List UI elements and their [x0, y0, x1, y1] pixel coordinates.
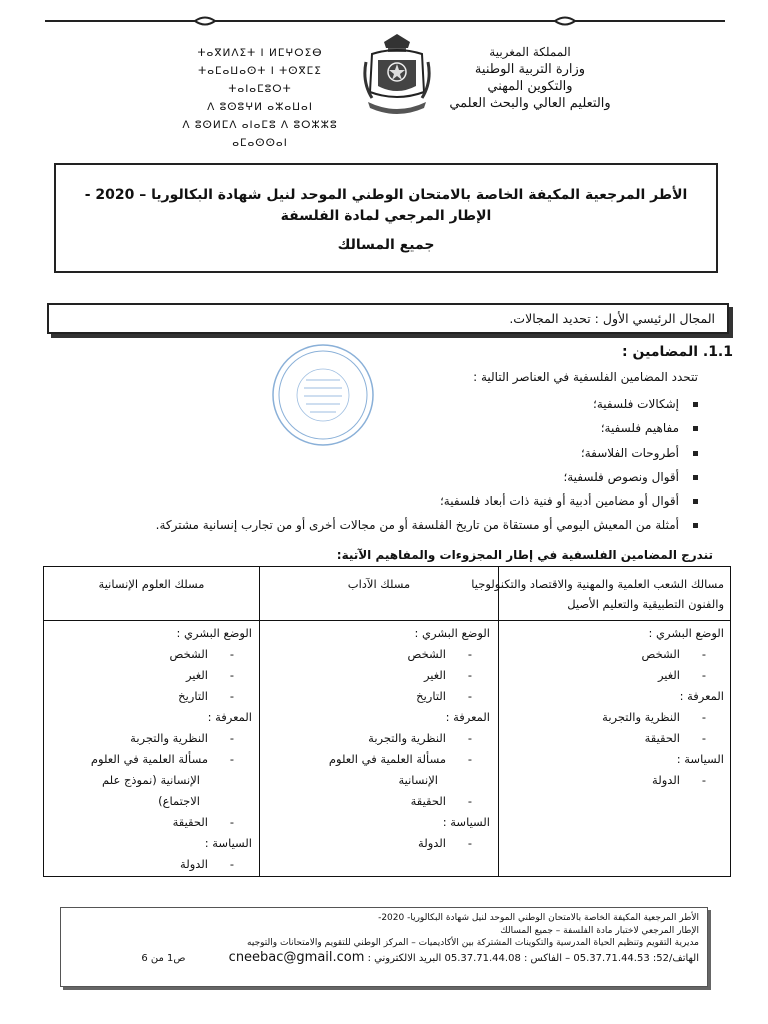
concept-item-continuation: الاجتماع)	[158, 794, 200, 808]
concept-item: -الدولة	[180, 857, 235, 871]
concept-item: -الغير	[185, 668, 235, 682]
section-heading: 1.1. المضامين :	[622, 344, 733, 360]
footer-title: الأطر المرجعية المكيفة الخاصة بالامتحان الوطني الموحد لنيل شهادة البكالوريا- 2020-	[378, 913, 699, 923]
module-heading: المعرفة :	[445, 710, 490, 724]
bullet-square-icon	[693, 426, 698, 431]
ministry-line: والتكوين المهني	[487, 79, 573, 94]
bullet-square-icon	[693, 475, 698, 480]
table-header-scientific: مسالك الشعب العلمية والمهنية والاقتصاد والتكنولوجيا والفنون التطبيقية والتعليم الأصيل	[471, 577, 724, 611]
module-heading: السياسة :	[442, 815, 490, 829]
list-item: أقوال أو مضامين أدبية أو فنية ذات أبعاد فلسفية؛	[156, 489, 698, 513]
footer-directorate: مديرية التقويم وتنظيم الحياة المدرسية والتكوينات المشتركة بين الأكاديميات – المركز الوطني للتقويم والامتحانات والتوجيه	[247, 938, 699, 948]
module-heading: السياسة :	[204, 836, 252, 850]
scientific-track-column	[504, 623, 724, 791]
concept-item: -النظرية والتجربة	[368, 731, 473, 745]
concept-item: -الشخص	[641, 647, 707, 661]
footer-fax: – الفاكس : 05.37.71.44.08	[444, 952, 571, 964]
top-decorative-rule	[45, 14, 725, 28]
document-title-box	[54, 163, 718, 273]
table-header-literature: مسلك الآداب	[347, 577, 411, 591]
concept-item: -الحقيقة	[172, 815, 235, 829]
kingdom-name: المملكة المغربية	[489, 45, 571, 59]
bullet-square-icon	[693, 499, 698, 504]
bullet-square-icon	[693, 523, 698, 528]
concept-item-continuation: الإنسانية (نموذج علم	[101, 773, 200, 787]
table-header-humanities: مسلك العلوم الإنسانية	[98, 577, 205, 591]
concept-item: -الحقيقة	[410, 794, 473, 808]
main-domain-label: المجال الرئيسي الأول : تحديد المجالات.	[509, 311, 715, 326]
concept-item: -الحقيقة	[644, 731, 707, 745]
footer-contact-line	[69, 949, 699, 966]
concept-item: -الشخص	[169, 647, 235, 661]
tifinagh-line: ⵜⴰⵎⴰⵡⴰⵙⵜ ⵏ ⵜⵙⴳⵎⵉ ⵜⴰⵏⴰⵎⵓⵔⵜ	[198, 65, 322, 95]
concept-item: -التاريخ	[178, 689, 235, 703]
concept-item: -الدولة	[652, 773, 707, 787]
ministry-line: والتعليم العالي والبحث العلمي	[449, 96, 611, 111]
tifinagh-line: ⵜⴰⴳⵍⴷⵉⵜ ⵏ ⵍⵎⵖⵔⵉⴱ	[197, 47, 323, 59]
list-item: أمثلة من المعيش اليومي أو مستقاة من تاريخ الفلسفة أو من مجالات أخرى أو من تجارب إنسانية مشتركة.	[156, 513, 698, 537]
concept-item-continuation: الإنسانية	[398, 773, 438, 787]
module-heading: المعرفة :	[679, 689, 724, 703]
page-number: ص1 من 6	[141, 952, 186, 964]
module-heading: المعرفة :	[207, 710, 252, 724]
tracks-table	[43, 566, 731, 877]
list-item: إشكالات فلسفية؛	[156, 392, 698, 416]
concept-item: -النظرية والتجربة	[602, 710, 707, 724]
table-divider	[259, 567, 260, 876]
document-subtitle: الإطار المرجعي لمادة الفلسفة	[280, 208, 492, 224]
concept-item: -مسألة العلمية في العلوم	[90, 752, 235, 766]
literature-track-column	[290, 623, 490, 854]
coat-of-arms-emblem	[362, 32, 432, 118]
ministry-line: وزارة التربية الوطنية	[474, 62, 586, 77]
bullet-square-icon	[693, 402, 698, 407]
module-heading: الوضع البشري :	[176, 626, 252, 640]
table-intro: تندرج المضامين الفلسفية في إطار المجزوءات والمفاهيم الآتية:	[336, 548, 713, 562]
tifinagh-line: ⴷ ⵓⵙⵍⵎⴷ ⴰⵏⴰⵎⵓ ⴷ ⵓⵔⵣⵣⵓ ⴰⵎⴰⵙⵙⴰⵏ	[182, 119, 338, 149]
contents-bullet-list	[156, 392, 698, 538]
list-item: مفاهيم فلسفية؛	[156, 416, 698, 440]
section-intro: تتحدد المضامين الفلسفية في العناصر التالية :	[473, 370, 698, 384]
ministry-header	[430, 44, 630, 112]
concept-item: -الشخص	[407, 647, 473, 661]
footer-email-label: البريد الالكتروني :	[367, 952, 442, 964]
list-item: أقوال ونصوص فلسفية؛	[156, 465, 698, 489]
document-tracks: جميع المسالك	[337, 237, 435, 253]
tifinagh-line: ⴷ ⵓⵙⵓⵖⵍ ⴰⵣⴰⵡⴰⵏ	[207, 101, 313, 113]
document-title: الأطر المرجعية المكيفة الخاصة بالامتحان الوطني الموحد لنيل شهادة البكالوريا – 2020 -	[84, 187, 688, 203]
main-domain-box	[47, 303, 729, 334]
bullet-square-icon	[693, 451, 698, 456]
humanities-track-column	[52, 623, 252, 875]
page-footer	[60, 907, 708, 987]
module-heading: الوضع البشري :	[414, 626, 490, 640]
concept-item: -النظرية والتجربة	[130, 731, 235, 745]
module-heading: الوضع البشري :	[648, 626, 724, 640]
concept-item: -التاريخ	[416, 689, 473, 703]
module-heading: السياسة :	[676, 752, 724, 766]
concept-item: -مسألة العلمية في العلوم	[328, 752, 473, 766]
concept-item: -الغير	[423, 668, 473, 682]
tifinagh-header	[170, 44, 350, 152]
list-item: أطروحات الفلاسفة؛	[156, 441, 698, 465]
concept-item: -الدولة	[418, 836, 473, 850]
table-divider	[44, 620, 730, 621]
footer-email-link[interactable]: cneebac@gmail.com	[228, 949, 365, 965]
footer-subtitle: الإطار المرجعي لاختبار مادة الفلسفة – جميع المسالك	[500, 925, 699, 936]
footer-phone: الهاتف/52: 05.37.71.44.53	[573, 952, 699, 964]
concept-item: -الغير	[657, 668, 707, 682]
